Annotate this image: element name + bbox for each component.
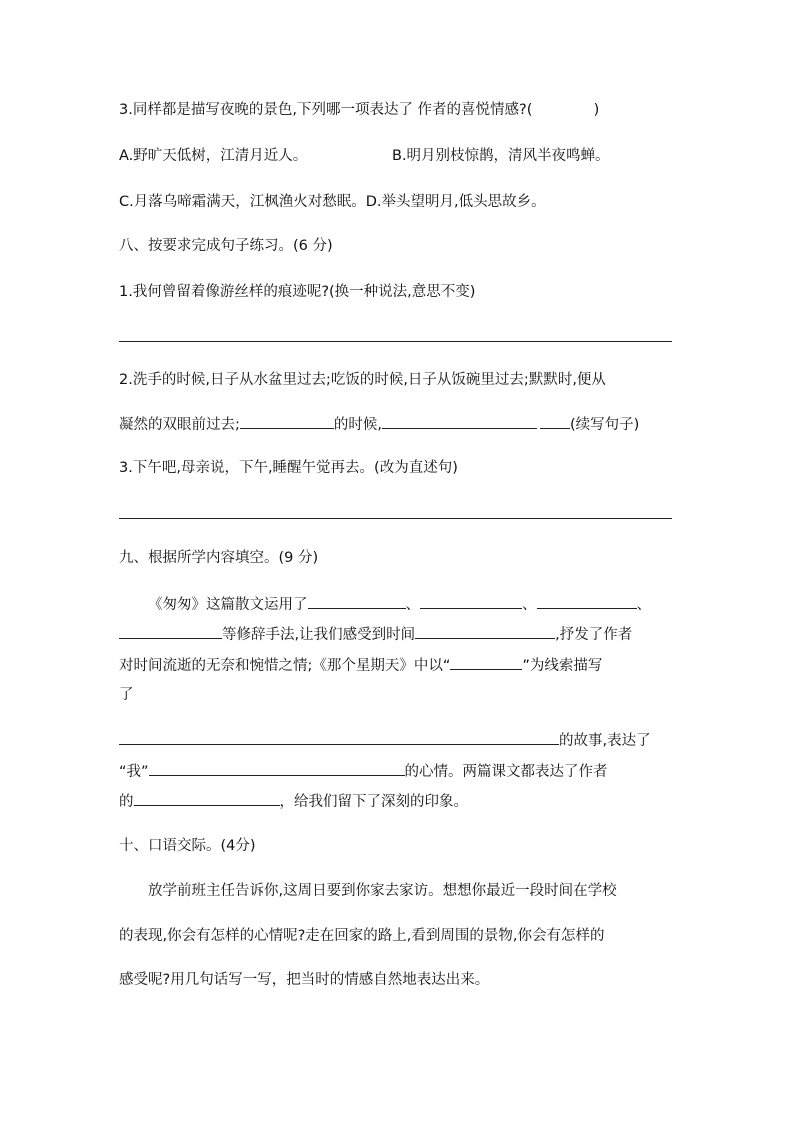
s9-text: 等修辞手法,让我们感受到时间 — [222, 627, 416, 643]
s9-sep: 、 — [636, 597, 651, 613]
question-close-paren: ) — [593, 102, 600, 118]
q2-blank-1[interactable] — [240, 414, 334, 429]
q2-text-b: 的时候, — [333, 417, 382, 433]
option-b: B.明月别枝惊鹊，清风半夜鸣蝉。 — [392, 148, 610, 164]
q2-text-c: (续写句子) — [570, 417, 640, 433]
section-9-line-3 — [119, 655, 602, 676]
s9-text: “我” — [119, 764, 149, 780]
section-9-line-7 — [119, 791, 468, 812]
section-10-heading: 十、口语交际。(4分) — [119, 838, 256, 854]
s9-text: ”为线索描写 — [522, 658, 603, 674]
section-9-heading: 九、根据所学内容填空。(9 分) — [119, 550, 319, 566]
section-8-q1: 1.我何曾留着像游丝样的痕迹呢?(换一种说法,意思不变) — [119, 284, 476, 300]
s9-blank-5[interactable] — [415, 624, 555, 639]
section-8-q2-line2 — [119, 414, 639, 435]
section-9-line-4: 了 — [119, 687, 134, 703]
answer-line-1[interactable] — [119, 341, 672, 342]
s9-blank-3[interactable] — [537, 594, 637, 609]
s9-sep: 、 — [405, 597, 420, 613]
s9-text: 《匆匆》这篇散文运用了 — [148, 597, 308, 613]
question-7-3 — [119, 100, 599, 120]
s9-text: 的心情。两篇课文都表达了作者 — [404, 764, 608, 780]
section-8-heading: 八、按要求完成句子练习。(6 分) — [119, 238, 333, 254]
s9-text: 对时间流逝的无奈和惋惜之情;《那个星期天》中以“ — [119, 658, 451, 674]
option-a: A.野旷天低树，江清月近人。 — [119, 148, 308, 164]
answer-blank[interactable] — [537, 100, 589, 114]
s9-blank-1[interactable] — [308, 594, 406, 609]
section-9-line-1 — [148, 594, 651, 615]
q2-blank-2[interactable] — [382, 414, 537, 429]
s9-sep: 、 — [522, 597, 537, 613]
s9-text: 的故事,表达了 — [559, 733, 651, 749]
s9-text: 的 — [119, 794, 134, 810]
section-10-line-1: 放学前班主任告诉你,这周日要到你家去家访。想想你最近一段时间在学校 — [148, 883, 617, 899]
section-9-line-5 — [119, 730, 651, 751]
question-stem: 3.同样都是描写夜晚的景色,下列哪一项表达了 作者的喜悦情感?( — [119, 102, 533, 118]
section-10-line-2: 的表现,你会有怎样的心情呢?走在回家的路上,看到周围的景物,你会有怎样的 — [119, 928, 605, 944]
section-8-q2-line1: 2.洗手的时候,日子从水盆里过去;吃饭的时候,日子从饭碗里过去;默默时,便从 — [119, 372, 606, 388]
s9-text: ，给我们留下了深刻的印象。 — [279, 794, 468, 810]
s9-blank-9[interactable] — [134, 791, 280, 806]
q2-blank-3[interactable] — [540, 414, 570, 429]
s9-blank-6[interactable] — [450, 655, 522, 670]
s9-blank-8[interactable] — [149, 761, 405, 776]
section-9-line-2 — [119, 624, 632, 645]
section-9-line-6 — [119, 761, 608, 782]
s9-blank-2[interactable] — [420, 594, 522, 609]
option-c-d: C.月落乌啼霜满天，江枫渔火对愁眠。D.举头望明月,低头思故乡。 — [119, 194, 546, 210]
s9-blank-4[interactable] — [119, 624, 222, 639]
s9-blank-7[interactable] — [119, 730, 559, 745]
q2-text-a: 凝然的双眼前过去; — [119, 417, 240, 433]
section-10-line-3: 感受呢?用几句话写一写，把当时的情感自然地表达出来。 — [119, 972, 490, 988]
section-8-q3: 3.下午吧,母亲说，下午,睡醒午觉再去。(改为直述句) — [119, 460, 458, 476]
answer-line-2[interactable] — [119, 518, 672, 519]
s9-text: ,抒发了作者 — [555, 627, 633, 643]
